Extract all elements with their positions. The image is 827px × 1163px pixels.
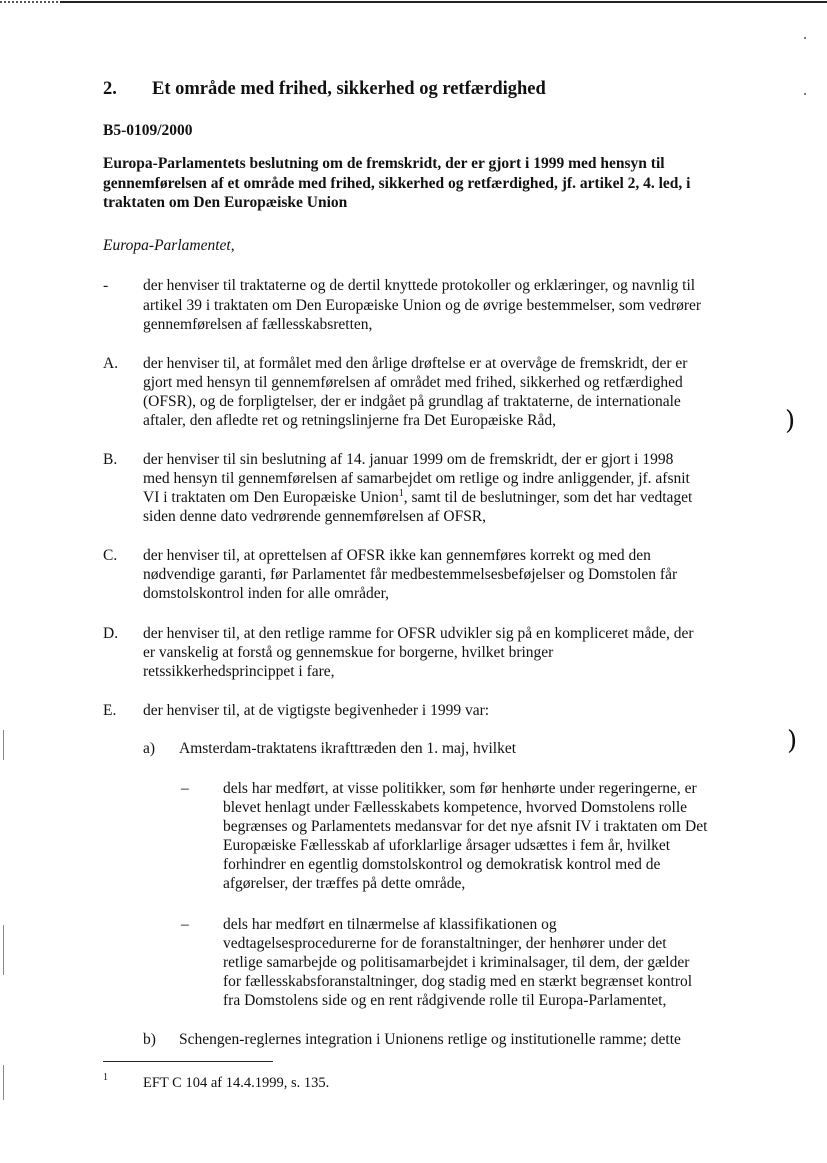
footnote-number: 1 [103, 1072, 108, 1083]
document-page: 2. Et område med frihed, sikkerhed og retfærdighed B5-0109/2000 Europa-Parlamentets beslutning om de fremskridt, der er gjort i 1999 med hensyn til gennemførelsen af et område med frihed, sikkerhed og retfærdighed, jf. artikel 2, 4. led, i traktaten om Den Europæiske Union Europa-Parlamentet, - der henviser til traktaterne og de dertil knyttede protokoller og erklæringer, og navnlig til artikel 39 i traktaten om Den Europæiske Union og de øvrige bestemmelser, som vedrører gennemførelsen af fællesskabsretten, A. der henviser til, at formålet med den årlige drøftelse er at overvåge de fremskridt, der er gjort med hensyn til gennemførelsen af området med frihed, sikkerhed og retfærdighed (OFSR), og de forpligtelser, der er indgået på grundlag af traktaterne, de internationale aftaler, den afledte ret og retningslinjerne fra Det Europæiske Råd, B. der henviser til sin beslutning af 14. januar 1999 om de fremskridt, der er gjort i 1998 med hensyn til gennemførelsen af samarbejdet om retlige og indre anliggender, jf. afsnit VI i traktaten om Den Europæiske Union$^1$, samt til de beslutninger, som det har vedtaget siden denne dato vedrørende gennemførelsen af OFSR, C. der henviser til, at oprettelsen af OFSR ikke kan gennemføres korrekt og med den nødvendige garanti, før Parlamentet får medbestemmelsesbeføjelser og Domstolen får domstolskontrol inden for alle områder, D. der henviser til, at den retlige ramme for OFSR udvikler sig på en kompliceret måde, der er vanskelig at forstå og gennemskue for borgerne, hvilket bringer retssikkerhedsprincippet i fare, E. der henviser til, at de vigtigste begivenheder i 1999 var: a) Amsterdam-traktatens ikrafttræden den 1. maj, hvilket – dels har medført, at visse politikker, som før henhørte under regeringerne, er blevet henlagt under Fællesskabets kompetence, hvorved Domstolens rolle begrænses og Parlamentets medansvar for det nye afsnit IV i traktaten om Det Europæiske Fællesskab af uforklarlige årsager udsættes i fem år, hvilket forhindrer en egentlig domstolskontrol og demokratisk kontrol med de afgørelser, der træffes på dette område, – dels har medført en tilnærmelse af klassifikationen og vedtagelsesprocedurerne for de foranstaltninger, der henhører under det retlige samarbejde og politisamarbejdet i kriminalsager, til dem, der gælder for fællesskabsforanstaltninger, dog stadig med en stærkt begrænset kontrol fra Domstolens side og en rent rådgivende rolle til Europa-Parlamentet, b) Schengen-reglernes integration i Unionens retlige og institutionelle ramme; dette 1 EFT C 104 af 14.4.1999, s. 135. ) ) [0, 0, 827, 1163]
margin-mark-1: ) [785, 406, 796, 436]
recital-label: B. [103, 451, 118, 468]
margin-mark-2: ) [787, 726, 798, 756]
opening-line: Europa-Parlamentet, [103, 237, 235, 254]
scan-edge-line [3, 1065, 4, 1100]
footnote-separator [103, 1061, 273, 1062]
footnote-reference[interactable]: 1 [398, 487, 404, 499]
scan-speck [804, 37, 806, 39]
dash-label: – [181, 780, 189, 797]
footnote-text: EFT C 104 af 14.4.1999, s. 135. [143, 1075, 330, 1091]
section-number: 2. [103, 79, 117, 99]
scan-edge-line [3, 730, 4, 760]
recital-label: E. [103, 702, 117, 719]
sub-item-label: a) [143, 740, 156, 757]
sub-item-label: b) [143, 1031, 156, 1048]
scan-edge-line [3, 925, 4, 975]
dash-label: – [181, 916, 189, 933]
recital-label: A. [103, 355, 119, 372]
recital-label: - [103, 277, 109, 294]
recital-label: D. [103, 625, 119, 642]
scan-speck [804, 93, 806, 95]
scan-top-border [0, 0, 827, 4]
document-reference: B5-0109/2000 [103, 122, 193, 139]
section-title: Et område med frihed, sikkerhed og retfærdighed [152, 79, 546, 99]
recital-label: C. [103, 547, 118, 564]
